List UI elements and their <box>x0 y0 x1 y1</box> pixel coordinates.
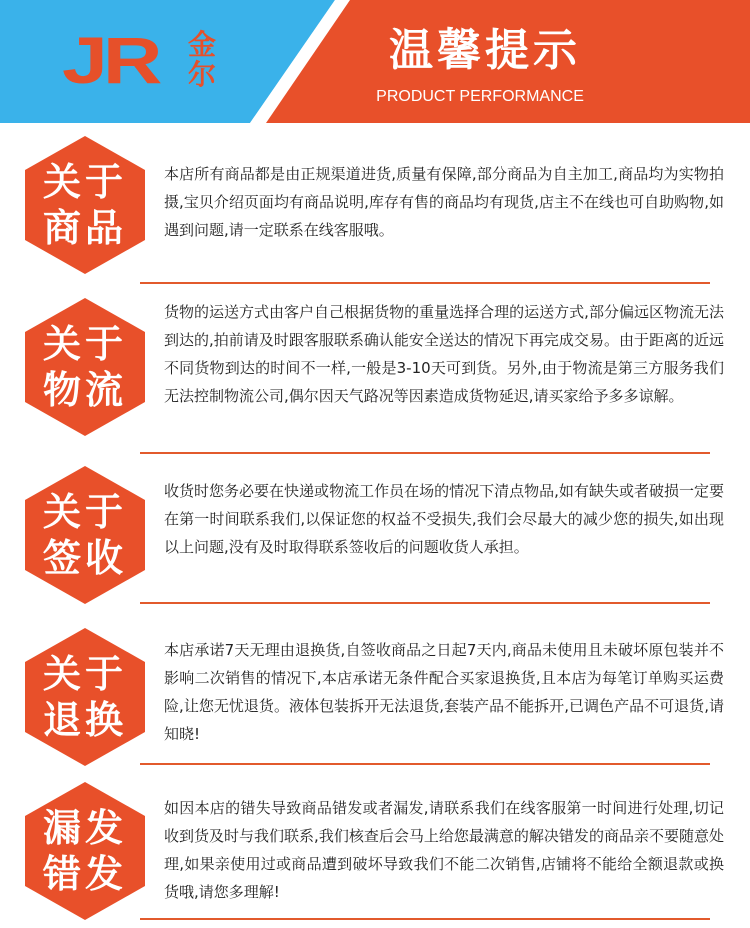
badge-line1: 关于 <box>42 160 127 204</box>
section-divider <box>140 282 710 284</box>
logo-chinese: 金尔 <box>187 28 216 91</box>
badge-line1: 关于 <box>42 490 127 534</box>
hexagon-shape <box>25 628 145 766</box>
section-divider <box>140 763 710 765</box>
section-divider <box>140 602 710 604</box>
section-text-missing: 如因本店的错失导致商品错发或者漏发,请联系我们在线客服第一时间进行处理,切记收到货及时与我们联系,我们核查后会马上给您最满意的解决错发的商品亲不要随意处理,如果亲使用过或商品遭到破坏导致我们不能二次销售,店铺将不能给全额退款或换货哦,请您多理解! <box>164 799 724 901</box>
badge-line2: 签收 <box>42 536 127 580</box>
page-subtitle: PRODUCT PERFORMANCE <box>376 88 584 105</box>
section-divider <box>140 918 710 920</box>
section-text-return: 本店承诺7天无理由退换货,自签收商品之日起7天内,商品未使用且未破坏原包装并不影响二次销售的情况下,本店承诺无条件配合买家退换货,且本店为每笔订单购买运费险,让您无忧退货。液体包装拆开无法退货,套装产品不能拆开,已调色产品不可退货,请知晓! <box>164 641 724 743</box>
badge-line2: 错发 <box>42 852 127 896</box>
badge-line1: 关于 <box>42 652 127 696</box>
hexagon-badge-return <box>25 628 145 766</box>
hexagon-shape <box>25 298 145 436</box>
hexagon-shape <box>25 466 145 604</box>
hexagon-badge-missing <box>25 782 145 920</box>
section-text-goods: 本店所有商品都是由正规渠道进货,质量有保障,部分商品为自主加工,商品均为实物拍摄,宝贝介绍页面均有商品说明,库存有售的商品均有现货,店主不在线也可自助购物,如遇到问题,请一定联系在线客服哦。 <box>164 165 724 239</box>
badge-line2: 商品 <box>42 206 127 250</box>
section-text-receipt: 收货时您务必要在快递或物流工作员在场的情况下清点物品,如有缺失或者破损一定要在第一时间联系我们,以保证您的权益不受损失,我们会尽最大的减少您的损失,如出现以上问题,没有及时取得联系签收后的问题收货人承担。 <box>164 482 724 556</box>
hexagon-shape <box>25 782 145 920</box>
header-banner <box>0 0 750 123</box>
hexagon-badge-receipt <box>25 466 145 604</box>
hexagon-badge-goods <box>25 136 145 274</box>
section-divider <box>140 452 710 454</box>
badge-line1: 漏发 <box>42 806 127 850</box>
section-text-logistics: 货物的运送方式由客户自己根据货物的重量选择合理的运送方式,部分偏远区物流无法到达的,拍前请及时跟客服联系确认能安全送达的情况下再完成交易。由于距离的近远不同货物到达的时间不一样,一般是3-10天可到货。另外,由于物流是第三方服务我们无法控制物流公司,偶尔因天气路况等因素造成货物延迟,请买家给予多多谅解。 <box>164 303 724 405</box>
badge-line2: 物流 <box>42 368 127 412</box>
hexagon-badge-logistics <box>25 298 145 436</box>
badge-line1: 关于 <box>42 322 127 366</box>
hexagon-shape <box>25 136 145 274</box>
logo-letters: JR <box>62 23 158 97</box>
badge-line2: 退换 <box>42 698 127 742</box>
brand-logo <box>62 22 242 102</box>
page-title: 温馨提示 <box>389 25 581 76</box>
